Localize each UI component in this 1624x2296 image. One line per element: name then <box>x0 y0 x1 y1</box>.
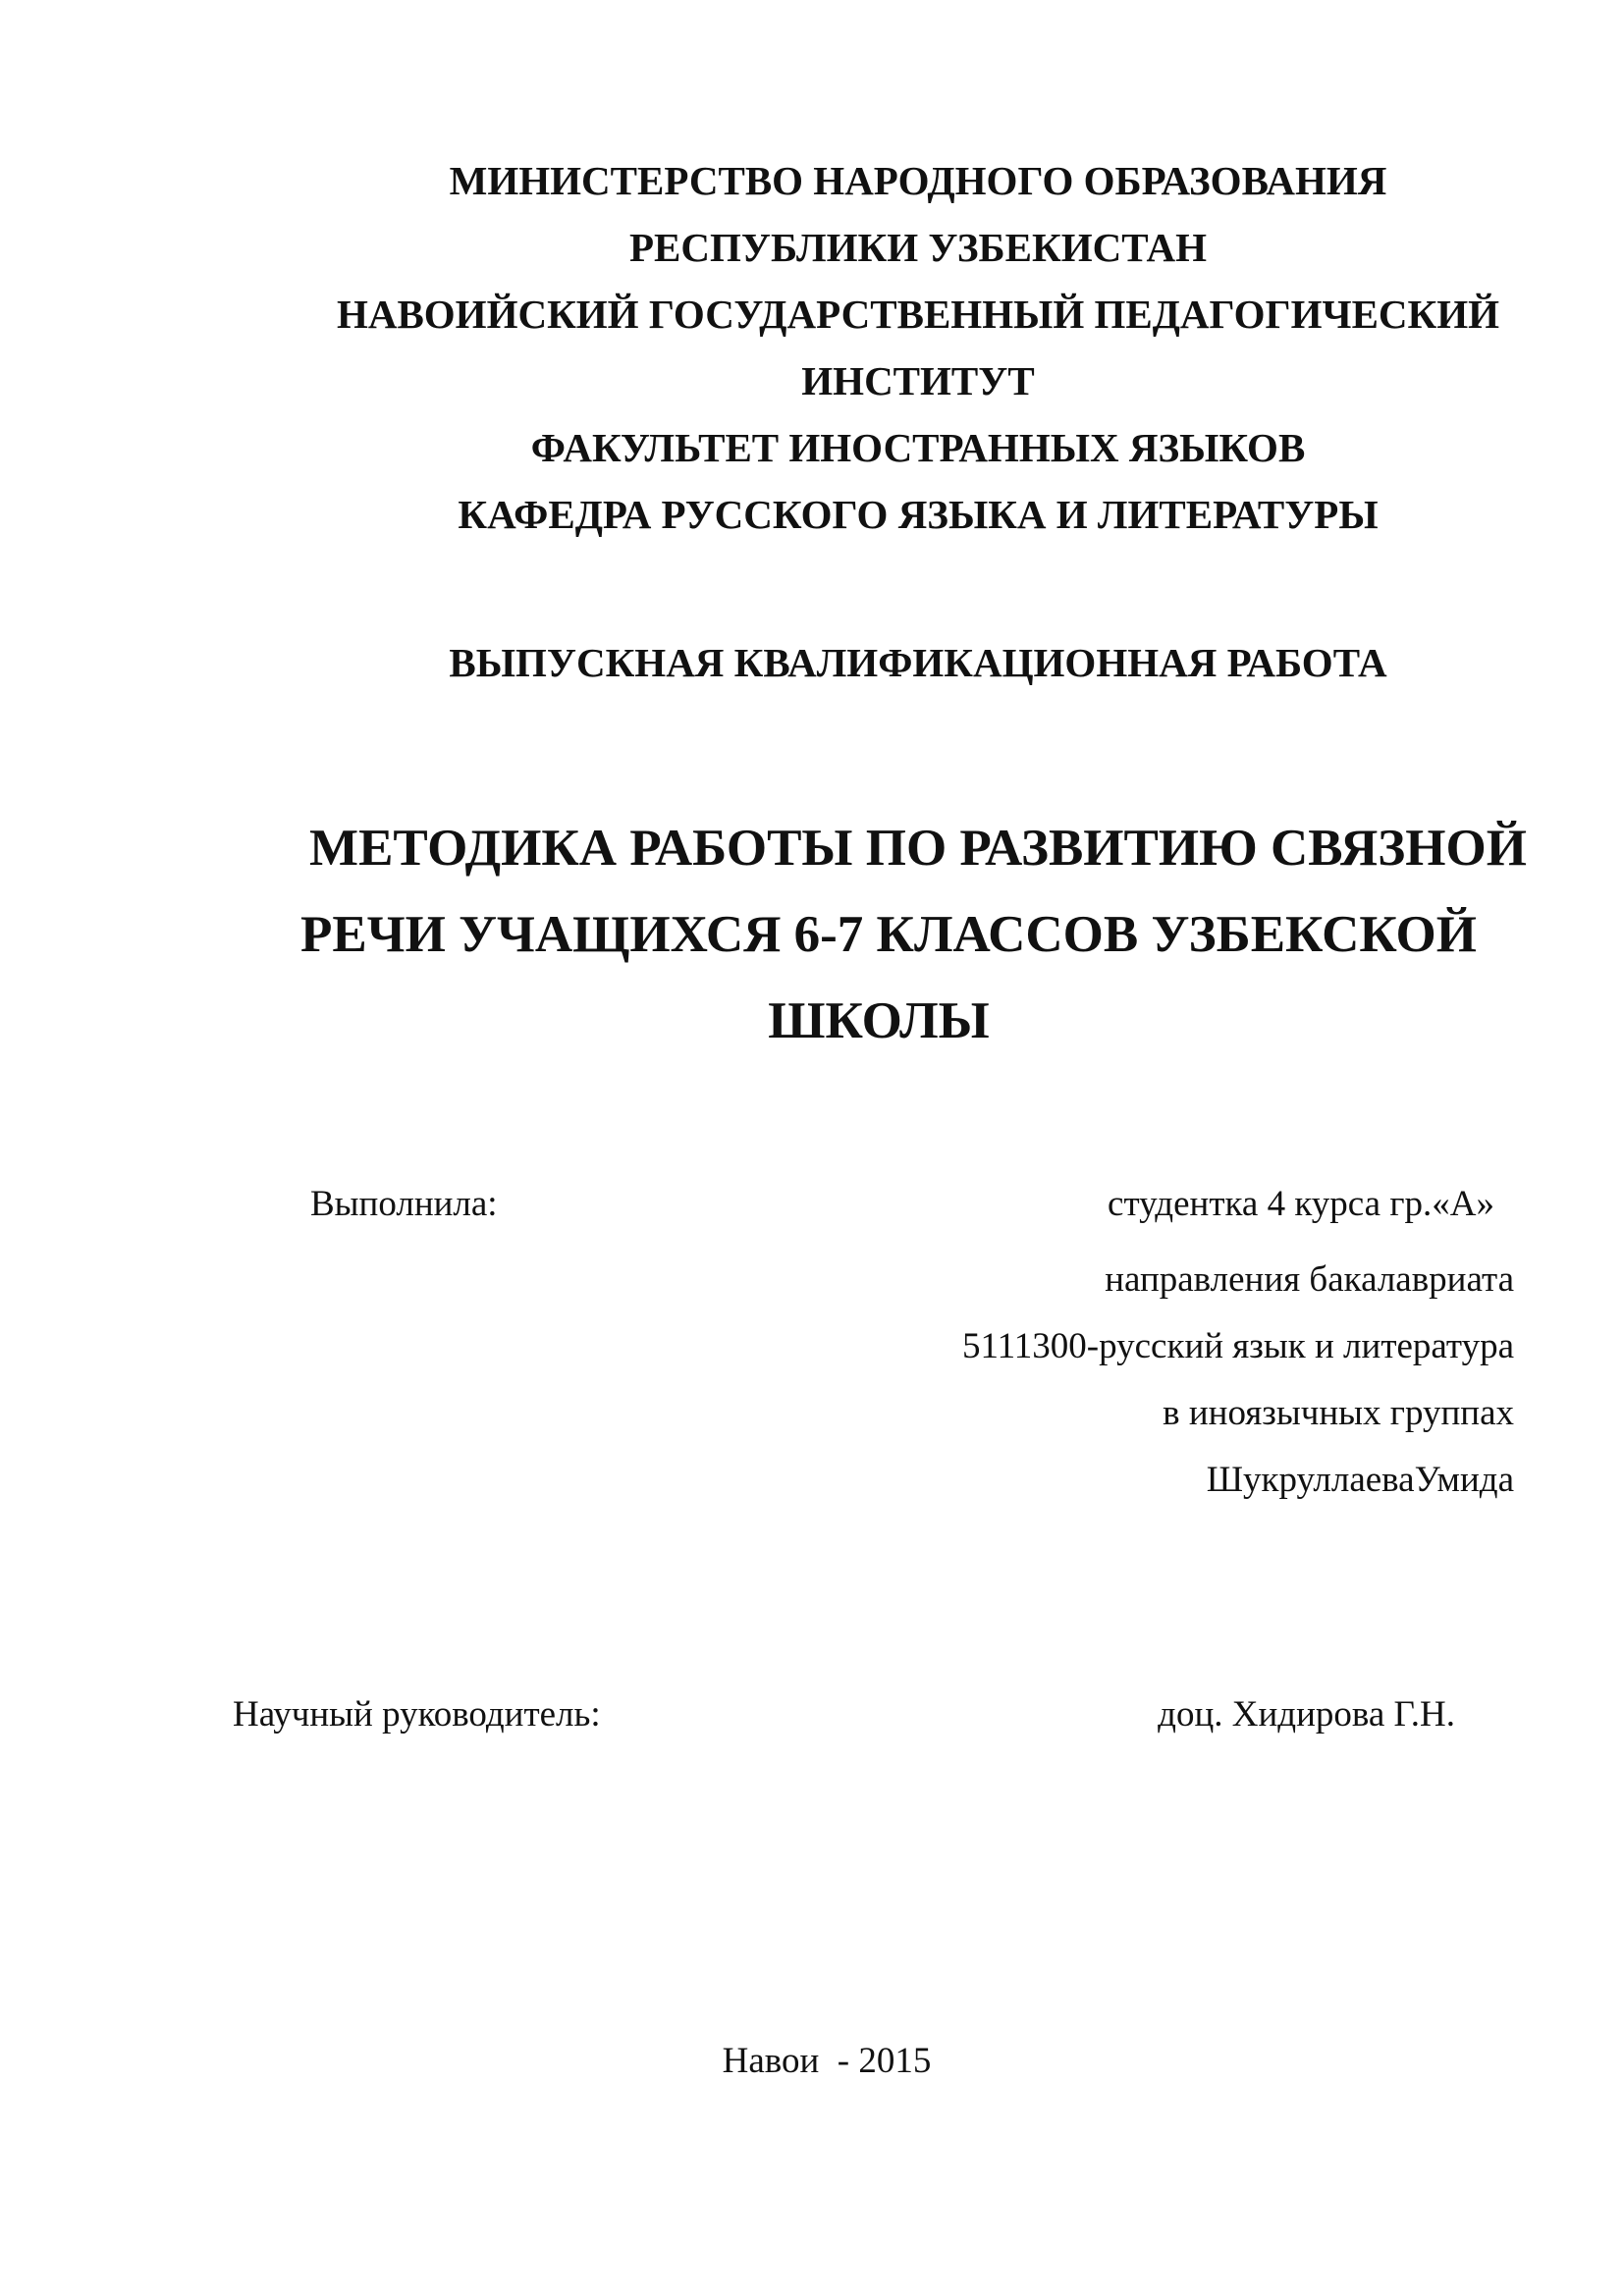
supervisor-label: Научный руководитель: <box>233 1694 601 1735</box>
work-type-heading: ВЫПУСКНАЯ КВАЛИФИКАЦИОННАЯ РАБОТА <box>449 640 1387 685</box>
performer-course-group: студентка 4 курса гр.«А» <box>1108 1184 1494 1224</box>
header-line-department: КАФЕДРА РУССКОГО ЯЗЫКА И ЛИТЕРАТУРЫ <box>458 492 1379 537</box>
performer-name: ШукруллаеваУмида <box>1206 1460 1514 1500</box>
header-line-republic: РЕСПУБЛИКИ УЗБЕКИСТАН <box>628 225 1208 270</box>
performer-specialty: 5111300-русский язык и литература <box>962 1326 1514 1366</box>
header-line-institute-name: НАВОИЙСКИЙ ГОСУДАРСТВЕННЫЙ ПЕДАГОГИЧЕСКИЙ <box>336 292 1500 337</box>
performer-groups: в иноязычных группах <box>1163 1393 1514 1433</box>
header-line-institute: ИНСТИТУТ <box>801 358 1035 403</box>
supervisor-name: доц. Хидирова Г.Н. <box>1158 1694 1455 1735</box>
city-year: Навои - 2015 <box>722 2041 932 2081</box>
thesis-title-line-2: РЕЧИ УЧАЩИХСЯ 6-7 КЛАССОВ УЗБЕКСКОЙ <box>300 906 1477 963</box>
performer-direction: направления бакалавриата <box>1105 1259 1514 1300</box>
performer-info <box>962 1180 1514 1514</box>
header-line-ministry: МИНИСТЕРСТВО НАРОДНОГО ОБРАЗОВАНИЯ <box>449 158 1387 203</box>
thesis-title-line-3: ШКОЛЫ <box>768 992 990 1049</box>
thesis-title-line-1: МЕТОДИКА РАБОТЫ ПО РАЗВИТИЮ СВЯЗНОЙ <box>309 820 1527 877</box>
performer-label: Выполнила: <box>310 1184 498 1224</box>
header-line-faculty: ФАКУЛЬТЕТ ИНОСТРАННЫХ ЯЗЫКОВ <box>530 425 1306 470</box>
thesis-title <box>245 805 1591 1064</box>
institution-header <box>245 147 1591 548</box>
